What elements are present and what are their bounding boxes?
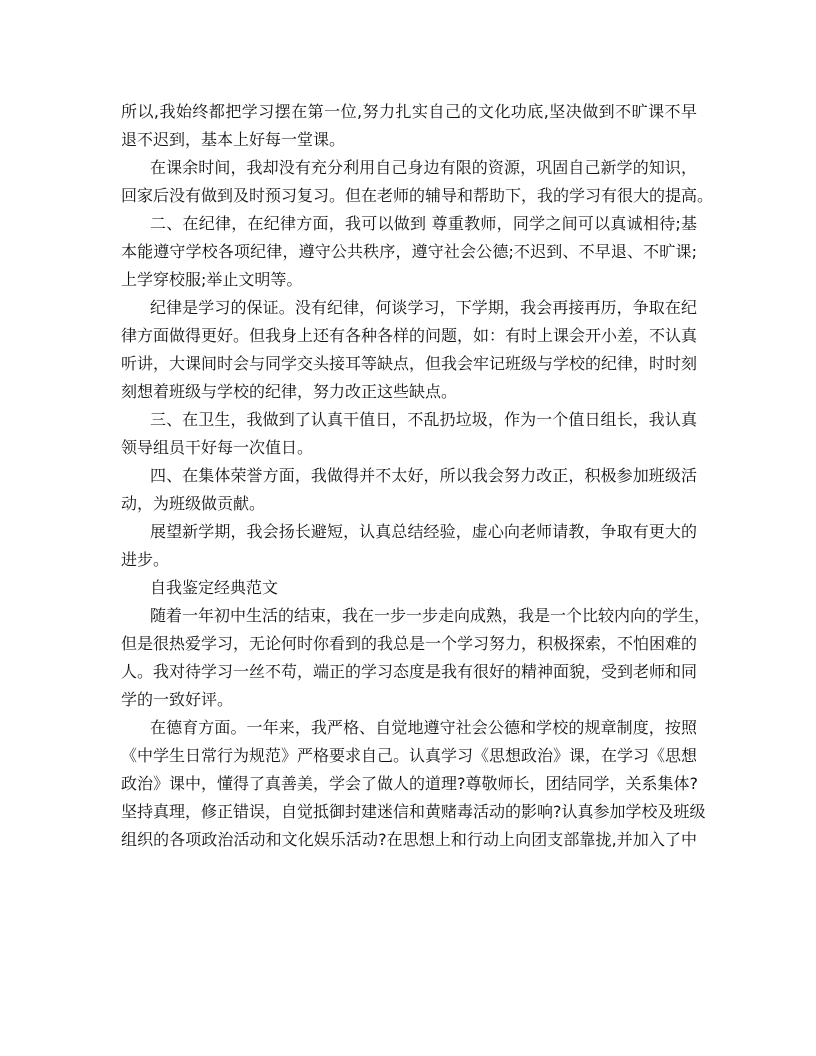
text-line: 随着一年初中生活的结束，我在一步一步走向成熟，我是一个比较内向的学生，: [150, 606, 711, 625]
text-line: 在德育方面。一年来，我严格、自觉地遵守社会公德和学校的规章制度，按照: [150, 718, 697, 737]
text-line: 自我鉴定经典范文: [150, 578, 279, 597]
text-line: 四、在集体荣誉方面，我做得并不太好，所以我会努力改正，积极参加班级活: [150, 466, 697, 485]
text-line: 组织的各项政治活动和文化娱乐活动?在思想上和行动上向团支部靠拢,并加入了中: [121, 830, 697, 849]
document-page: [121, 98, 714, 854]
text-line: 动，为班级做贡献。: [121, 494, 266, 513]
text-line: 回家后没有做到及时预习复习。但在老师的辅导和帮助下，我的学习有很大的提高。: [121, 186, 714, 205]
text-line: 三、在卫生，我做到了认真干值日，不乱扔垃圾，作为一个值日组长，我认真: [150, 410, 697, 429]
text-line: 进步。: [121, 550, 170, 569]
text-line: 但是很热爱学习，无论何时你看到的我总是一个学习努力，积极探索，不怕困难的: [121, 634, 698, 653]
text-line: 本能遵守学校各项纪律，遵守公共秩序，遵守社会公德;不迟到、不早退、不旷课;: [121, 242, 697, 261]
text-line: 所以,我始终都把学习摆在第一位,努力扎实自己的文化功底,坚决做到不旷课不早: [121, 102, 697, 121]
text-line: 退不迟到，基本上好每一堂课。: [121, 130, 346, 149]
text-line: 政治》课中，懂得了真善美，学会了做人的道理?尊敬师长，团结同学，关系集体?: [121, 774, 698, 793]
text-line: 纪律是学习的保证。没有纪律，何谈学习，下学期，我会再接再历，争取在纪: [150, 298, 697, 317]
text-line: 刻想着班级与学校的纪律，努力改正这些缺点。: [121, 382, 458, 401]
text-line: 展望新学期，我会扬长避短，认真总结经验，虚心向老师请教，争取有更大的: [150, 522, 697, 541]
text-line: 学的一致好评。: [121, 690, 234, 709]
text-line: 上学穿校服;举止文明等。: [121, 270, 303, 289]
text-line: 在课余时间，我却没有充分利用自己身边有限的资源，巩固自己新学的知识，: [150, 158, 697, 177]
text-line: 领导组员干好每一次值日。: [121, 438, 314, 457]
text-line: 律方面做得更好。但我身上还有各种各样的问题，如：有时上课会开小差，不认真: [121, 326, 698, 345]
text-line: 二、在纪律，在纪律方面，我可以做到 尊重教师，同学之间可以真诚相待;基: [150, 214, 697, 233]
text-line: 《中学生日常行为规范》严格要求自己。认真学习《思想政治》课，在学习《思想: [121, 746, 698, 765]
text-line: 坚持真理，修正错误，自觉抵御封建迷信和黄赌毒活动的影响?认真参加学校及班级: [121, 802, 706, 821]
text-line: 听讲，大课间时会与同学交头接耳等缺点，但我会牢记班级与学校的纪律，时时刻: [121, 354, 698, 373]
text-line: 人。我对待学习一丝不苟，端正的学习态度是我有很好的精神面貌，受到老师和同: [121, 662, 698, 681]
